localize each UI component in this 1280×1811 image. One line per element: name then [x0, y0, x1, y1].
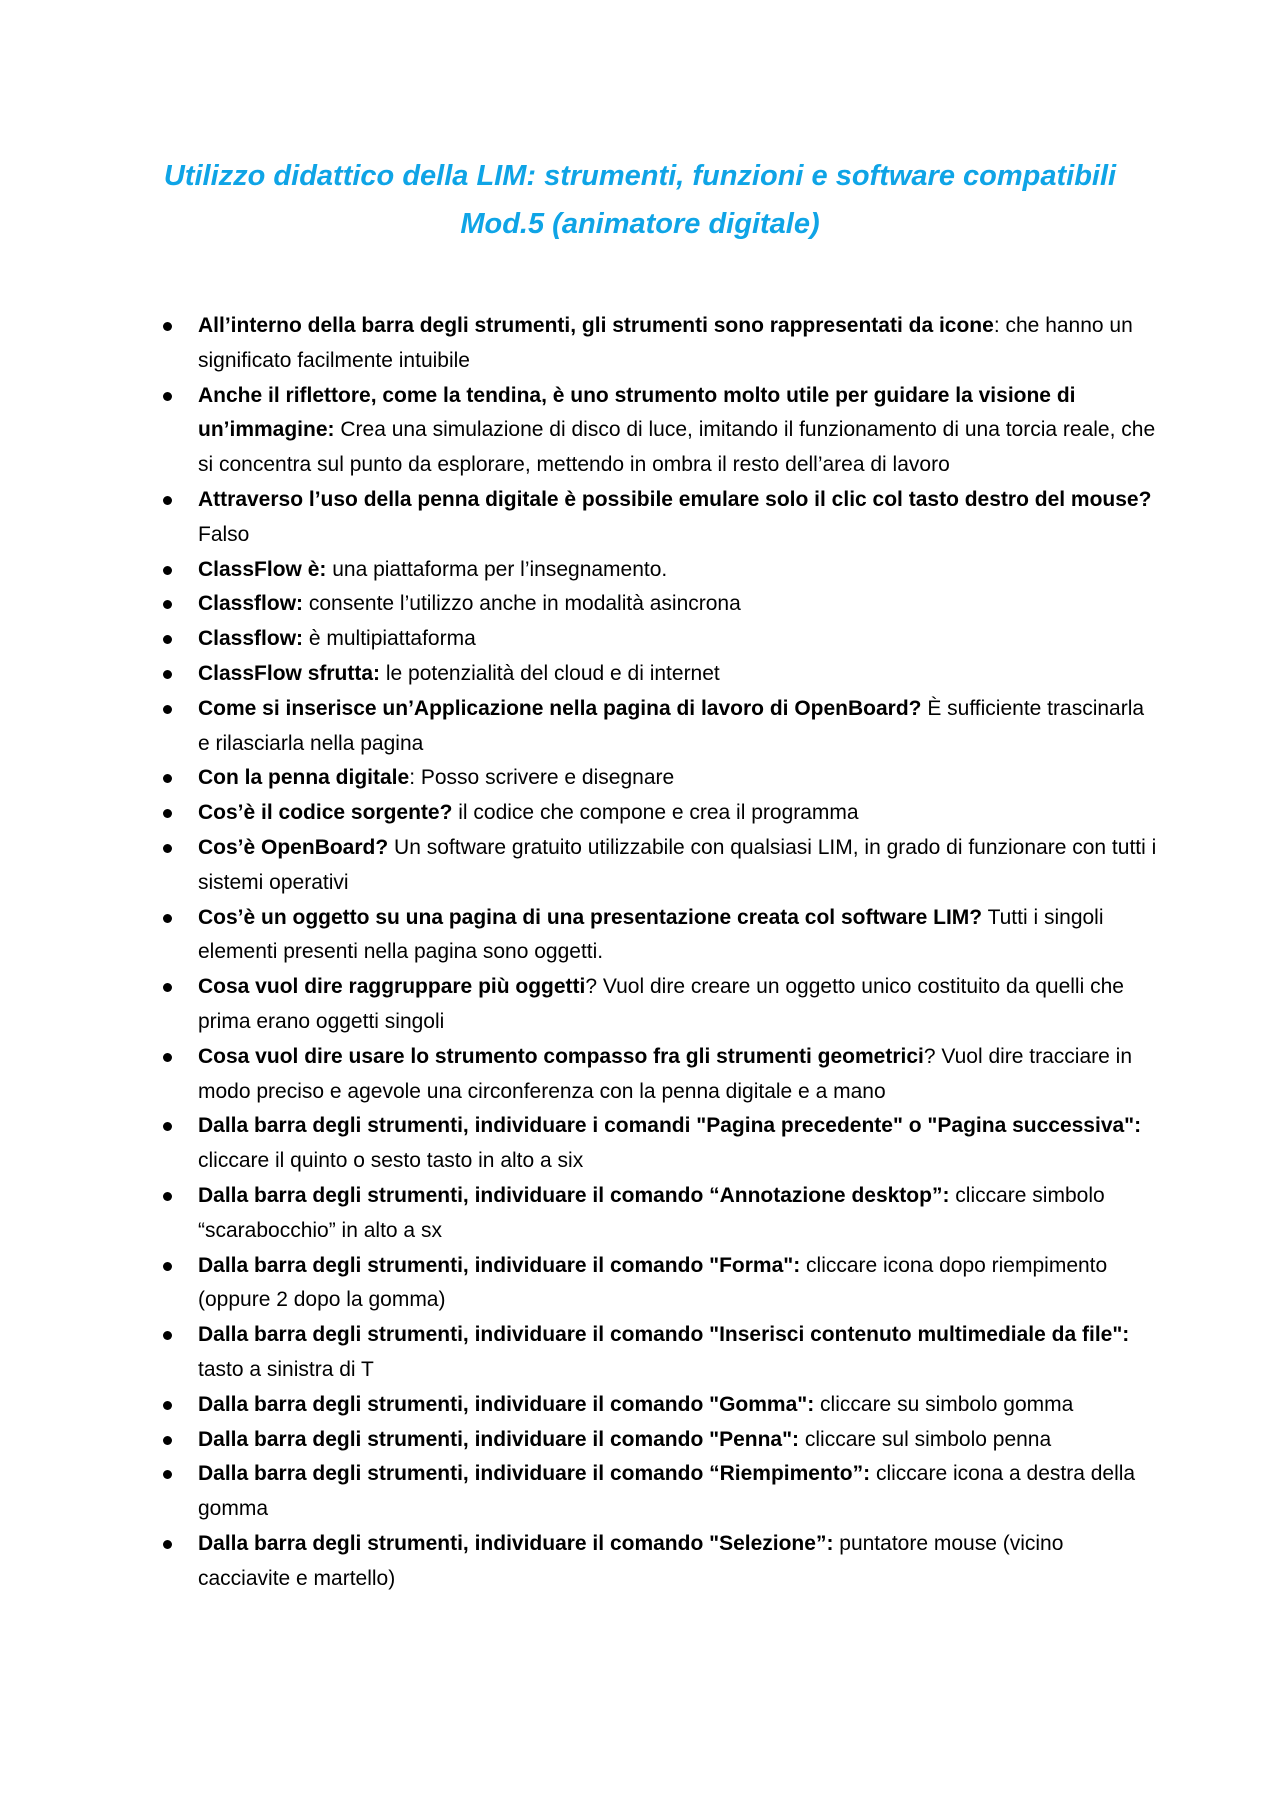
bullet-icon [163, 1262, 172, 1271]
question-text: Anche il riflettore, come la tendina, è uno strumento molto utile per guidare la visione di un’immagine: [198, 383, 1076, 442]
bullet-icon [163, 1401, 172, 1410]
page-title [100, 152, 1180, 248]
question-text: Dalla barra degli strumenti, individuare il comando "Inserisci contenuto multimediale da file": [198, 1323, 1130, 1347]
question-text: Dalla barra degli strumenti, individuare il comando “Riempimento”: [198, 1462, 871, 1486]
answer-text: le potenzialità del cloud e di internet [380, 661, 720, 685]
answer-text: cliccare su simbolo gomma [814, 1392, 1074, 1416]
list-item [148, 309, 1158, 379]
answer-text: Crea una simulazione di disco di luce, imitando il funzionamento di una torcia reale, che si concentra sul punto da esplorare, mettendo in ombra il resto dell’area di lavoro [198, 418, 1156, 477]
bullet-icon [163, 1122, 172, 1131]
bullet-icon [163, 1470, 172, 1479]
list-item [148, 483, 1158, 553]
list-item [148, 761, 1158, 796]
answer-text: puntatore mouse (vicino cacciavite e martello) [198, 1531, 1064, 1590]
answer-text: Un software gratuito utilizzabile con qualsiasi LIM, in grado di funzionare con tutti i sistemi operativi [198, 835, 1157, 894]
bullet-icon [163, 1540, 172, 1549]
bullet-icon [163, 496, 172, 505]
list-item [148, 1457, 1158, 1527]
bullet-icon [163, 914, 172, 923]
list-item [148, 692, 1158, 762]
question-text: Classflow: [198, 627, 304, 651]
list-item [148, 622, 1158, 657]
list-item [148, 657, 1158, 692]
answer-text: Falso [198, 522, 250, 546]
list-item [148, 587, 1158, 622]
list-item [148, 901, 1158, 971]
bullet-icon [163, 635, 172, 644]
bullet-icon [163, 705, 172, 714]
bullet-icon [163, 1053, 172, 1062]
question-text: ClassFlow sfrutta: [198, 661, 381, 685]
answer-text: tasto a sinistra di T [198, 1357, 374, 1381]
bullet-icon [163, 1436, 172, 1445]
list-item [148, 831, 1158, 901]
question-text: ClassFlow è: [198, 557, 327, 581]
answer-text: : che hanno un significato facilmente intuibile [198, 314, 1133, 372]
question-text: Cos’è il codice sorgente? [198, 801, 453, 825]
bullet-icon [163, 1192, 172, 1201]
answer-text: il codice che compone e crea il programma [452, 801, 859, 825]
bullet-icon [163, 1331, 172, 1340]
answer-text: cliccare il quinto o sesto tasto in alto a six [198, 1149, 584, 1173]
question-text: Dalla barra degli strumenti, individuare il comando “Annotazione desktop”: [198, 1183, 950, 1207]
list-item [148, 1040, 1158, 1110]
answer-text: consente l’utilizzo anche in modalità asincrona [303, 592, 741, 616]
bullet-icon [163, 392, 172, 401]
question-text: Cos’è OpenBoard? [198, 835, 389, 859]
question-text: Cosa vuol dire usare lo strumento compasso fra gli strumenti geometrici [198, 1044, 924, 1068]
list-item [148, 1318, 1158, 1388]
answer-text: una piattaforma per l’insegnamento. [326, 557, 668, 581]
list-item [148, 796, 1158, 831]
list-item [148, 1249, 1158, 1319]
bullet-icon [163, 600, 172, 609]
list-item [148, 1179, 1158, 1249]
question-text: Dalla barra degli strumenti, individuare il comando "Penna": [198, 1427, 800, 1451]
title-line-1: Utilizzo didattico della LIM: strumenti, funzioni e software compatibili [163, 160, 1117, 192]
question-text: Classflow: [198, 592, 304, 616]
bullet-icon [163, 322, 172, 331]
bullet-icon [163, 774, 172, 783]
question-text: Cos’è un oggetto su una pagina di una presentazione creata col software LIM? [198, 905, 983, 929]
list-item [148, 1423, 1158, 1458]
question-text: Attraverso l’uso della penna digitale è possibile emulare solo il clic col tasto destro del mouse? [198, 487, 1152, 511]
question-text: Dalla barra degli strumenti, individuare il comando "Selezione”: [198, 1531, 834, 1555]
answer-text: : Posso scrivere e disegnare [409, 766, 675, 790]
bullet-icon [163, 983, 172, 992]
answer-text: ? Vuol dire tracciare in modo preciso e agevole una circonferenza con la penna digitale e a mano [198, 1044, 1132, 1103]
answer-text: è multipiattaforma [303, 627, 476, 651]
list-item [148, 1109, 1158, 1179]
answer-text: cliccare simbolo “scarabocchio” in alto a sx [198, 1183, 1105, 1242]
bullet-icon [163, 566, 172, 575]
bullet-icon [163, 844, 172, 853]
question-text: Dalla barra degli strumenti, individuare i comandi "Pagina precedente" o "Pagina successiva": [198, 1114, 1142, 1138]
answer-text: ? Vuol dire creare un oggetto unico costituito da quelli che prima erano oggetti singoli [198, 975, 1124, 1033]
question-answer-list [148, 309, 1158, 1596]
question-text: Dalla barra degli strumenti, individuare il comando "Gomma": [198, 1392, 815, 1416]
question-text: All’interno della barra degli strumenti, gli strumenti sono rappresentati da icone [198, 314, 994, 337]
answer-text: cliccare sul simbolo penna [799, 1427, 1052, 1451]
list-item [148, 970, 1158, 1040]
list-item [148, 553, 1158, 588]
answer-text: È sufficiente trascinarla e rilasciarla nella pagina [198, 696, 1145, 755]
question-text: Cosa vuol dire raggruppare più oggetti [198, 975, 586, 999]
bullet-icon [163, 670, 172, 679]
question-text: Come si inserisce un’Applicazione nella pagina di lavoro di OpenBoard? [198, 696, 922, 720]
list-item [148, 1527, 1158, 1597]
title-line-2: Mod.5 (animatore digitale) [460, 208, 820, 240]
bullet-icon [163, 809, 172, 818]
answer-text: cliccare icona dopo riempimento (oppure 2 dopo la gomma) [198, 1253, 1108, 1312]
answer-text: cliccare icona a destra della gomma [198, 1462, 1136, 1521]
question-text: Dalla barra degli strumenti, individuare il comando "Forma": [198, 1253, 801, 1277]
question-text: Con la penna digitale [198, 766, 410, 790]
answer-text: Tutti i singoli elementi presenti nella pagina sono oggetti. [198, 905, 1104, 964]
list-item [148, 1388, 1158, 1423]
list-item [148, 379, 1158, 483]
